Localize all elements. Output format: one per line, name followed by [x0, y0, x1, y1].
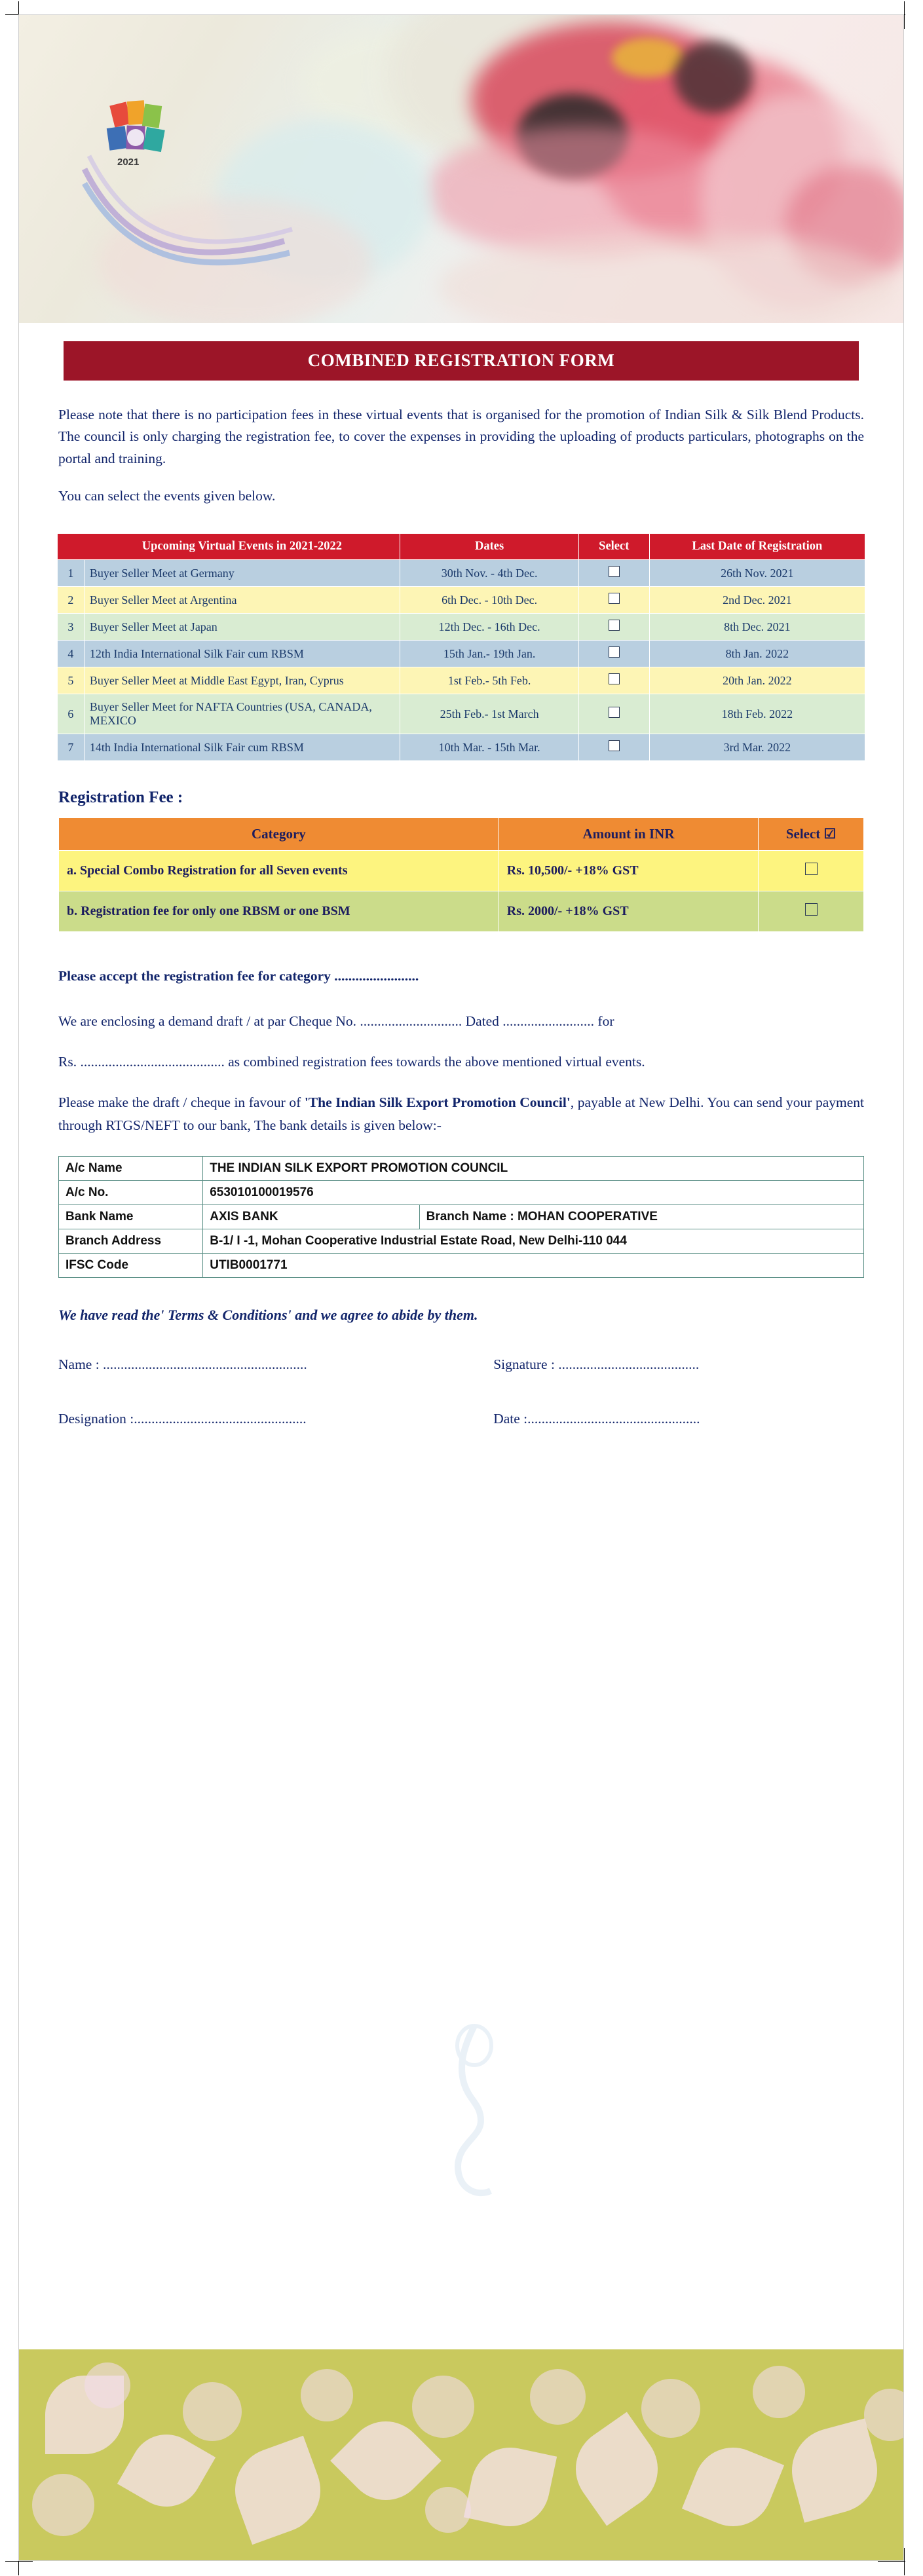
- fee-select-checkbox[interactable]: [805, 903, 818, 916]
- crop-mark: [5, 2561, 33, 2562]
- event-number: 1: [58, 560, 85, 587]
- event-dates: 6th Dec. - 10th Dec.: [400, 587, 578, 614]
- event-select-checkbox[interactable]: [609, 673, 620, 684]
- header-banner-artwork: [19, 15, 903, 323]
- event-last-date: 26th Nov. 2021: [649, 560, 865, 587]
- event-number: 7: [58, 734, 85, 761]
- table-row: [59, 851, 864, 891]
- bank-label-bank-name: Bank Name: [59, 1205, 203, 1229]
- fee-table-header-row: [59, 818, 864, 851]
- event-name: Buyer Seller Meet at Middle East Egypt, Iran, Cyprus: [84, 667, 400, 694]
- event-name: Buyer Seller Meet at Germany: [84, 560, 400, 587]
- event-number: 3: [58, 614, 85, 641]
- table-row: [58, 667, 865, 694]
- date-field[interactable]: Date :.................................................: [493, 1411, 700, 1427]
- table-row: [58, 587, 865, 614]
- bank-label-branch-address: Branch Address: [59, 1229, 203, 1254]
- crop-mark: [904, 1, 905, 29]
- bank-label-account-no: A/c No.: [59, 1181, 203, 1205]
- event-last-date: 8th Jan. 2022: [649, 641, 865, 667]
- intro-paragraph-1: Please note that there is no participation fees in these virtual events that is organised for the promotion of Indian Silk & Silk Blend Products. The council is only charging the registration fee, to cover the expenses in providing the uploading of products particulars, photographs on the portal and training.: [58, 407, 864, 466]
- bank-value-account-name: THE INDIAN SILK EXPORT PROMOTION COUNCIL: [203, 1157, 864, 1181]
- table-row: [59, 1254, 864, 1278]
- crop-mark: [878, 2561, 905, 2562]
- event-number: 2: [58, 587, 85, 614]
- event-last-date: 3rd Mar. 2022: [649, 734, 865, 761]
- designation-field[interactable]: Designation :.................................................: [58, 1411, 307, 1427]
- fee-col-category: Category: [59, 818, 499, 851]
- bank-details-table: [58, 1156, 864, 1278]
- logo-year: 2021: [117, 157, 140, 168]
- fee-col-select: Select ☑: [759, 818, 864, 851]
- event-dates: 10th Mar. - 15th Mar.: [400, 734, 578, 761]
- terms-acceptance-text: We have read the' Terms & Conditions' and we agree to abide by them.: [58, 1307, 478, 1324]
- table-row: [59, 1157, 864, 1181]
- events-col-number: [58, 534, 85, 560]
- event-number: 5: [58, 667, 85, 694]
- events-col-select: Select: [578, 534, 649, 560]
- event-dates: 25th Feb.- 1st March: [400, 694, 578, 734]
- event-select-checkbox[interactable]: [609, 707, 620, 718]
- council-name: 'The Indian Silk Export Promotion Council': [304, 1094, 571, 1111]
- bank-label-account-name: A/c Name: [59, 1157, 203, 1181]
- fee-select-checkbox[interactable]: [805, 863, 818, 875]
- signature-row-1: [58, 1356, 864, 1373]
- bank-value-branch-address: B-1/ I -1, Mohan Cooperative Industrial Estate Road, New Delhi-110 044: [203, 1229, 864, 1254]
- accept-fee-line: Please accept the registration fee for category ........................: [58, 968, 419, 984]
- events-table-header-row: [58, 534, 865, 560]
- intro-paragraph-2: You can select the events given below.: [58, 487, 276, 504]
- event-dates: 12th Dec. - 16th Dec.: [400, 614, 578, 641]
- events-col-last-date: Last Date of Registration: [649, 534, 865, 560]
- table-row: [58, 560, 865, 587]
- event-select-checkbox[interactable]: [609, 740, 620, 751]
- event-last-date: 2nd Dec. 2021: [649, 587, 865, 614]
- bank-value-branch-name: MOHAN COOPERATIVE: [517, 1210, 658, 1224]
- bank-label-ifsc: IFSC Code: [59, 1254, 203, 1278]
- fee-category-label: a. Special Combo Registration for all Seven events: [59, 851, 499, 891]
- event-select-cell[interactable]: [578, 560, 649, 587]
- event-number: 4: [58, 641, 85, 667]
- name-field[interactable]: Name : ..........................................................: [58, 1356, 307, 1373]
- event-select-checkbox[interactable]: [609, 646, 620, 658]
- payment-text-part1: Please make the draft / cheque in favour of: [58, 1094, 305, 1111]
- registration-form-document: [18, 14, 904, 2561]
- fee-amount: Rs. 2000/- +18% GST: [499, 891, 758, 932]
- event-dates: 30th Nov. - 4th Dec.: [400, 560, 578, 587]
- bank-value-account-no: 653010100019576: [203, 1181, 864, 1205]
- table-row: [59, 1205, 864, 1229]
- event-last-date: 20th Jan. 2022: [649, 667, 865, 694]
- event-select-cell[interactable]: [578, 641, 649, 667]
- table-row: [58, 614, 865, 641]
- amount-line: Rs. ......................................... as combined registration fees towards the above mentioned virtual events.: [58, 1054, 645, 1070]
- fee-category-label: b. Registration fee for only one RBSM or one BSM: [59, 891, 499, 932]
- fee-select-cell[interactable]: [759, 891, 864, 932]
- table-row: [59, 891, 864, 932]
- event-select-cell[interactable]: [578, 667, 649, 694]
- bank-value-bank-name: AXIS BANK: [203, 1205, 419, 1229]
- bank-branch-name-cell: [419, 1205, 863, 1229]
- payment-text-part2: , payable at New Delhi. You can send your payment through RTGS/NEFT to our bank, The bank details is given below:-: [58, 1094, 864, 1133]
- event-select-cell[interactable]: [578, 734, 649, 761]
- event-last-date: 8th Dec. 2021: [649, 614, 865, 641]
- signature-row-2: [58, 1411, 864, 1427]
- fee-amount: Rs. 10,500/- +18% GST: [499, 851, 758, 891]
- signature-field[interactable]: Signature : ........................................: [493, 1356, 700, 1373]
- event-name: Buyer Seller Meet for NAFTA Countries (USA, CANADA, MEXICO: [84, 694, 400, 734]
- page-title: COMBINED REGISTRATION FORM: [64, 341, 859, 381]
- event-last-date: 18th Feb. 2022: [649, 694, 865, 734]
- event-select-cell[interactable]: [578, 694, 649, 734]
- fee-col-amount: Amount in INR: [499, 818, 758, 851]
- payment-instructions: [58, 1091, 864, 1136]
- event-select-checkbox[interactable]: [609, 620, 620, 631]
- table-row: [58, 694, 865, 734]
- table-row: [59, 1181, 864, 1205]
- fee-select-cell[interactable]: [759, 851, 864, 891]
- table-row: [58, 641, 865, 667]
- events-col-event: Upcoming Virtual Events in 2021-2022: [84, 534, 400, 560]
- event-select-checkbox[interactable]: [609, 566, 620, 577]
- bank-label-branch-name: Branch Name :: [426, 1210, 514, 1224]
- footer-banner-artwork: [19, 2349, 903, 2560]
- watermark-logo: [419, 2019, 530, 2229]
- registration-fee-heading: Registration Fee :: [58, 789, 183, 807]
- registration-fee-table: [58, 817, 864, 932]
- events-col-dates: Dates: [400, 534, 578, 560]
- events-table: [57, 533, 865, 761]
- bank-value-ifsc: UTIB0001771: [203, 1254, 864, 1278]
- isepc-logo: [90, 97, 188, 189]
- crop-mark: [904, 2548, 905, 2575]
- event-select-checkbox[interactable]: [609, 593, 620, 604]
- event-name: 14th India International Silk Fair cum RBSM: [84, 734, 400, 761]
- event-select-cell[interactable]: [578, 587, 649, 614]
- event-name: Buyer Seller Meet at Japan: [84, 614, 400, 641]
- event-name: 12th India International Silk Fair cum RBSM: [84, 641, 400, 667]
- demand-draft-line: We are enclosing a demand draft / at par Cheque No. ............................. Dated .......................... for: [58, 1013, 614, 1029]
- event-name: Buyer Seller Meet at Argentina: [84, 587, 400, 614]
- event-dates: 15th Jan.- 19th Jan.: [400, 641, 578, 667]
- table-row: [59, 1229, 864, 1254]
- event-number: 6: [58, 694, 85, 734]
- event-select-cell[interactable]: [578, 614, 649, 641]
- table-row: [58, 734, 865, 761]
- event-dates: 1st Feb.- 5th Feb.: [400, 667, 578, 694]
